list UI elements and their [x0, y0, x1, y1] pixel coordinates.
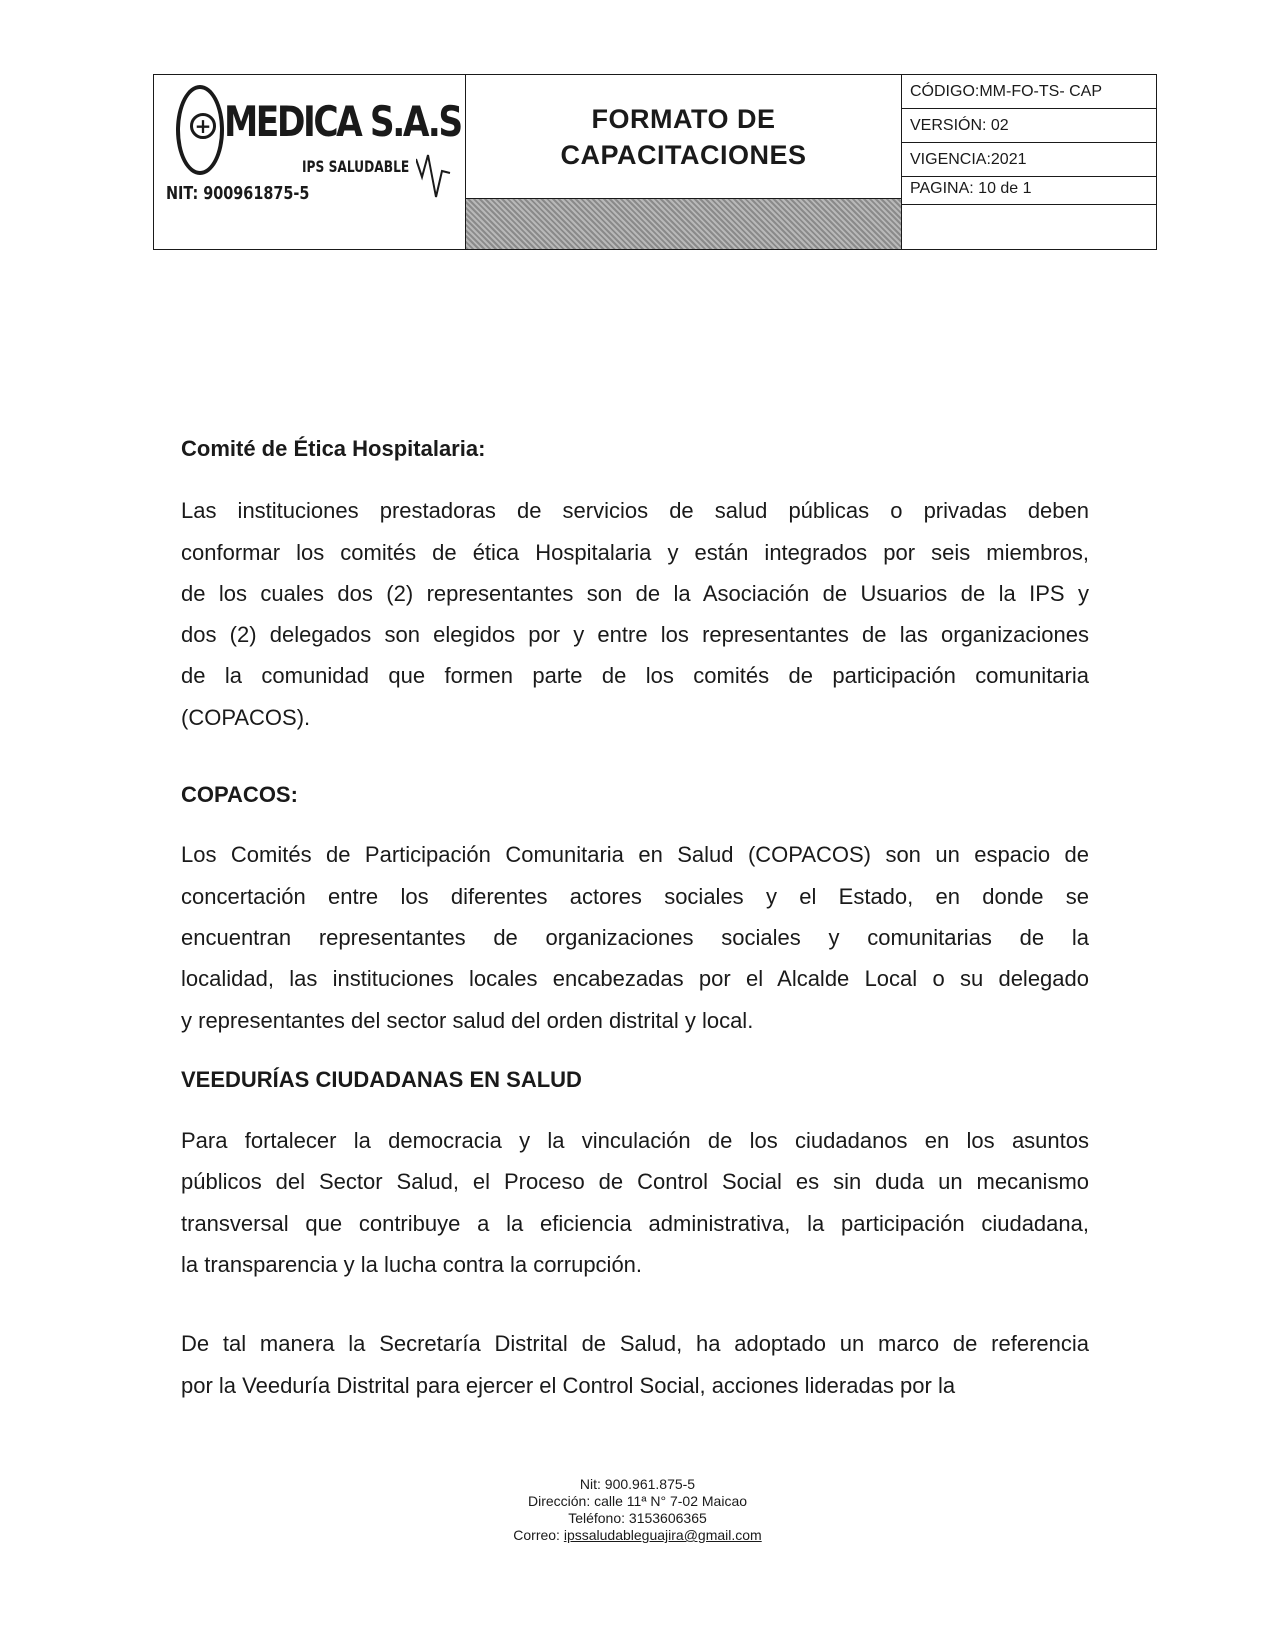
heartbeat-icon	[416, 153, 452, 199]
text-line: concertación entre los diferentes actores sociales y el Estado, en donde se	[181, 883, 1089, 909]
text-line: De tal manera la Secretaría Distrital de Salud, ha adoptado un marco de referencia	[181, 1331, 1089, 1357]
document-title	[466, 75, 901, 198]
document-header	[153, 74, 1157, 250]
footer-email-label: Correo:	[513, 1527, 564, 1543]
logo-nit: NIT: 900961875-5	[166, 183, 310, 204]
info-pagina: PAGINA: 10 de 1	[902, 177, 1156, 205]
info-empty-row	[902, 205, 1156, 249]
text-line: transversal que contribuye a la eficiencia administrativa, la participación ciudadana,	[181, 1210, 1089, 1236]
text-line: (COPACOS).	[181, 704, 311, 730]
text-line: Los Comités de Participación Comunitaria en Salud (COPACOS) son un espacio de	[181, 842, 1089, 868]
title-cell	[466, 75, 902, 250]
footer-phone: Teléfono: 3153606365	[568, 1510, 707, 1526]
company-logo	[154, 75, 465, 220]
shaded-bar	[466, 198, 901, 249]
paragraph-etica	[181, 490, 1089, 738]
footer-email-row	[0, 1527, 1275, 1544]
page-footer	[0, 1476, 1275, 1544]
logo-subtitle: IPS SALUDABLE	[302, 157, 410, 176]
document-body	[181, 428, 1089, 1406]
logo-cell	[154, 75, 466, 250]
text-line: por la Veeduría Distrital para ejercer el Control Social, acciones lideradas por la	[181, 1372, 956, 1398]
footer-email-link[interactable]: ipssaludableguajira@gmail.com	[563, 1527, 762, 1543]
footer-nit: Nit: 900.961.875-5	[579, 1476, 696, 1492]
text-line: Para fortalecer la democracia y la vinculación de los ciudadanos en los asuntos	[181, 1128, 1089, 1154]
text-line: de los cuales dos (2) representantes son de la Asociación de Usuarios de la IPS y	[181, 580, 1089, 606]
info-codigo: CÓDIGO:MM-FO-TS- CAP	[902, 75, 1156, 109]
title-line-1: FORMATO DE	[591, 103, 776, 134]
text-line: conformar los comités de ética Hospitalaria y están integrados por seis miembros,	[181, 539, 1089, 565]
title-line-2: CAPACITACIONES	[560, 139, 807, 170]
section-heading-copacos: COPACOS:	[181, 782, 298, 808]
paragraph-copacos	[181, 834, 1089, 1040]
footer-address: Dirección: calle 11ª N° 7-02 Maicao	[527, 1493, 748, 1509]
section-heading-veedurias: VEEDURÍAS CIUDADANAS EN SALUD	[181, 1066, 582, 1092]
info-version: VERSIÓN: 02	[902, 109, 1156, 143]
paragraph-veedurias	[181, 1120, 1089, 1285]
text-line: dos (2) delegados son elegidos por y entre los representantes de las organizaciones	[181, 622, 1089, 648]
document-info	[902, 75, 1157, 250]
text-line: Las instituciones prestadoras de servicios de salud públicas o privadas deben	[181, 498, 1089, 524]
text-line: localidad, las instituciones locales encabezadas por el Alcalde Local o su delegado	[181, 966, 1089, 992]
section-heading-etica: Comité de Ética Hospitalaria:	[181, 436, 486, 461]
info-vigencia: VIGENCIA:2021	[902, 143, 1156, 177]
text-line: la transparencia y la lucha contra la corrupción.	[181, 1252, 643, 1278]
paragraph-secretaria	[181, 1323, 1089, 1406]
logo-company-name: MEDICA S.A.S	[224, 97, 461, 146]
text-line: de la comunidad que formen parte de los comités de participación comunitaria	[181, 663, 1089, 689]
text-line: y representantes del sector salud del orden distrital y local.	[181, 1007, 754, 1033]
text-line: encuentran representantes de organizaciones sociales y comunitarias de la	[181, 924, 1089, 950]
medical-cross-icon: +	[190, 113, 216, 139]
text-line: públicos del Sector Salud, el Proceso de Control Social es sin duda un mecanismo	[181, 1169, 1089, 1195]
